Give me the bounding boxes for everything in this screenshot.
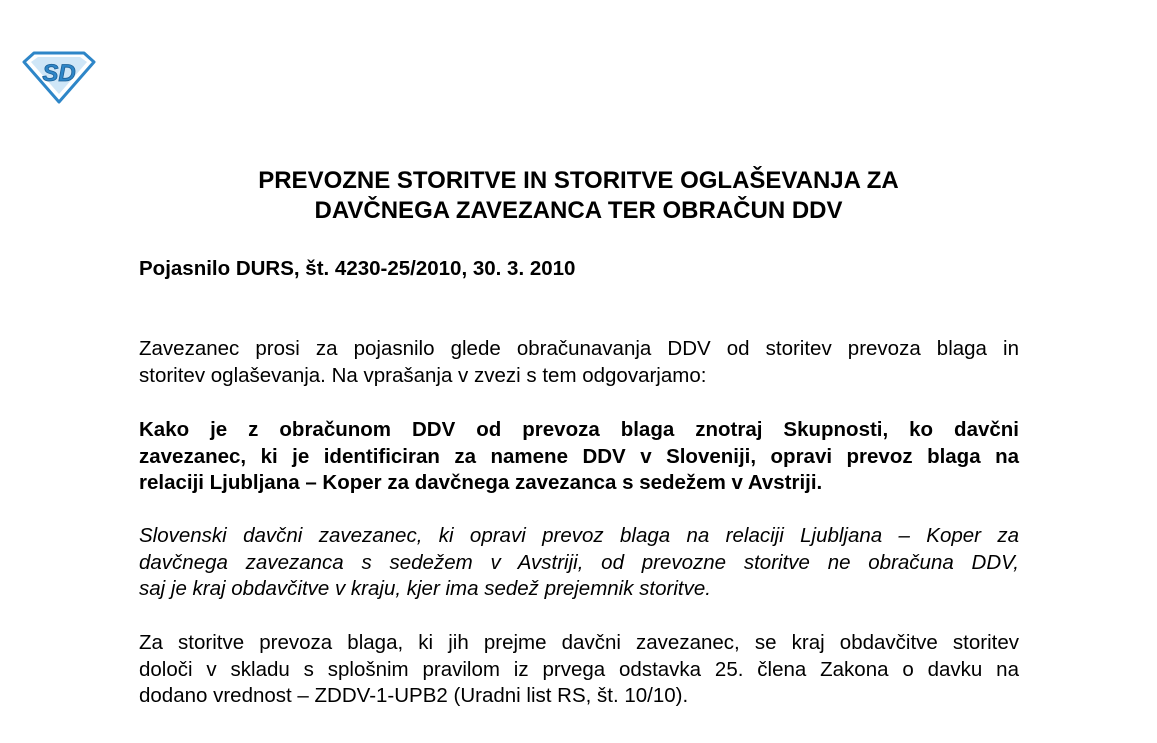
- text-line: določi v skladu s splošnim pravilom iz prvega odstavka 25. člena Zakona o davku na: [139, 657, 1019, 681]
- document-subtitle: Pojasnilo DURS, št. 4230-25/2010, 30. 3. 2010: [139, 257, 576, 280]
- text-line: saj je kraj obdavčitve v kraju, kjer ima sedež prejemnik storitve.: [139, 577, 711, 600]
- paragraph-intro: [139, 336, 1019, 389]
- svg-text:SD: SD: [42, 60, 76, 87]
- text-line: storitev oglaševanja. Na vprašanja v zvezi s tem odgovarjamo:: [139, 363, 707, 387]
- document-title: [0, 166, 1157, 226]
- text-line: relaciji Ljubljana – Koper za davčnega zavezanca s sedežem v Avstriji.: [139, 471, 823, 494]
- title-line: PREVOZNE STORITVE IN STORITVE OGLAŠEVANJA ZA: [258, 167, 899, 194]
- text-line: Za storitve prevoza blaga, ki jih prejme davčni zavezanec, se kraj obdavčitve storitev: [139, 631, 1019, 654]
- paragraph-question: [139, 417, 1019, 497]
- title-line: DAVČNEGA ZAVEZANCA TER OBRAČUN DDV: [314, 197, 843, 224]
- paragraph-explanation: [139, 630, 1019, 710]
- text-line: dodano vrednost – ZDDV-1-UPB2 (Uradni list RS, št. 10/10).: [139, 684, 689, 707]
- text-line: zavezanec, ki je identificiran za namene DDV v Sloveniji, opravi prevoz blaga na: [139, 444, 1019, 468]
- paragraph-answer: [139, 523, 1019, 603]
- text-line: Kako je z obračunom DDV od prevoza blaga znotraj Skupnosti, ko davčni: [139, 418, 1019, 441]
- sd-logo-icon: [22, 50, 96, 104]
- text-line: davčnega zavezanca s sedežem v Avstriji, od prevozne storitve ne obračuna DDV,: [139, 550, 1019, 574]
- text-line: Slovenski davčni zavezanec, ki opravi prevoz blaga na relaciji Ljubljana – Koper za: [139, 524, 1019, 547]
- text-line: Zavezanec prosi za pojasnilo glede obračunavanja DDV od storitev prevoza blaga in: [139, 337, 1019, 360]
